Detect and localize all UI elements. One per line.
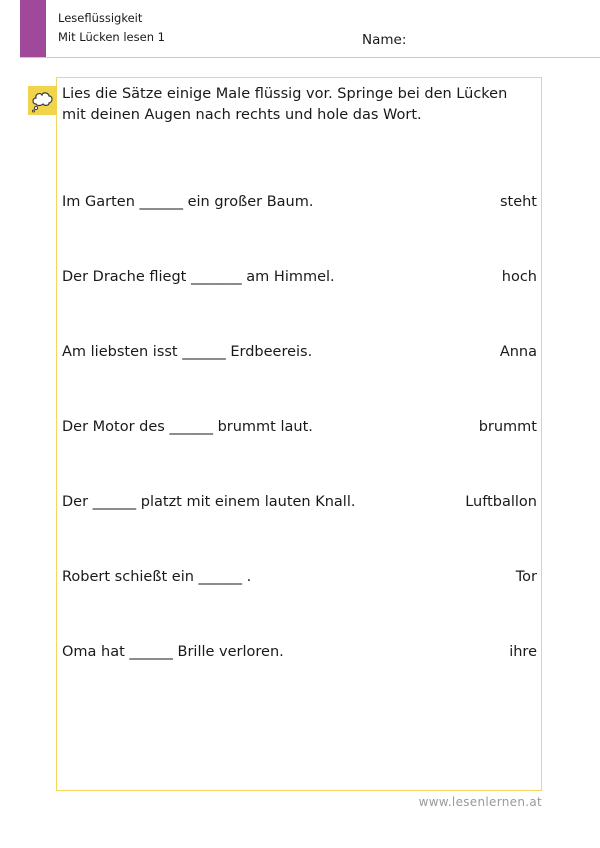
exercise-row: [62, 194, 537, 216]
exercise-row: [62, 344, 537, 366]
exercise-word: ihre: [509, 644, 537, 660]
exercise-row: [62, 569, 537, 591]
exercise-word: steht: [499, 194, 537, 210]
name-label: Name:: [362, 32, 407, 48]
exercise-word: Anna: [499, 344, 537, 360]
exercise-word: hoch: [501, 269, 537, 285]
header-accent-bar: [20, 0, 46, 57]
worksheet-subtitle: Leseflüssigkeit: [58, 11, 143, 25]
speech-cloud-icon: [28, 86, 57, 115]
instruction-text: Lies die Sätze einige Male flüssig vor. Springe bei den Lücken mit deinen Augen nach rechts und hole das Wort.: [62, 86, 508, 123]
exercise-word: Tor: [515, 569, 537, 585]
exercise-sentence: Am liebsten isst ______ Erdbeereis.: [62, 344, 313, 360]
exercise-sentence: Oma hat ______ Brille verloren.: [62, 644, 284, 660]
exercise-sentence: Der Motor des ______ brummt laut.: [62, 419, 313, 435]
exercise-sentence: Im Garten ______ ein großer Baum.: [62, 194, 314, 210]
exercise-sentence: Der ______ platzt mit einem lauten Knall.: [62, 494, 356, 510]
worksheet-title: Mit Lücken lesen 1: [58, 30, 165, 44]
exercise-row: [62, 419, 537, 441]
exercise-word: brummt: [478, 419, 537, 435]
header-divider: [20, 57, 600, 58]
exercise-sentence: Robert schießt ein ______ .: [62, 569, 252, 585]
exercise-row: [62, 644, 537, 666]
exercise-word: Luftballon: [465, 494, 537, 510]
exercise-row: [62, 269, 537, 291]
footer-website: www.lesenlernen.at: [418, 795, 542, 809]
exercise-sentence: Der Drache fliegt _______ am Himmel.: [62, 269, 335, 285]
exercise-row: [62, 494, 537, 516]
